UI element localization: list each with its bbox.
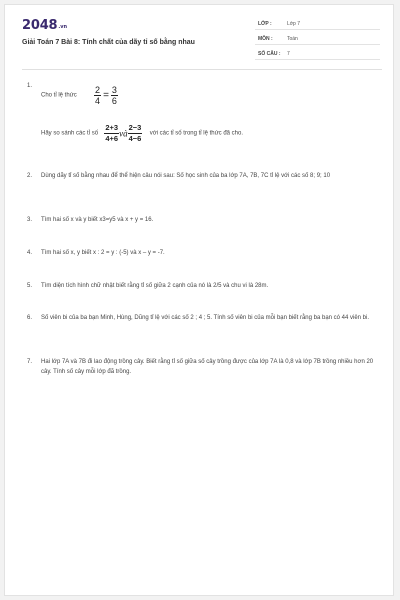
question-3: [27, 215, 383, 227]
fraction-sum: $\frac{2+3}{4+6}$: [105, 123, 119, 143]
question-3-number: 3.: [27, 217, 33, 223]
question-5-number: 5.: [27, 283, 33, 289]
meta-class: [255, 18, 380, 30]
question-6: [27, 313, 383, 335]
question-5: [27, 281, 383, 293]
question-1-compare-suffix: với các tỉ số trong tỉ lệ thức đã cho.: [149, 130, 244, 137]
question-1-compare-text: Hãy so sánh các tỉ số: [41, 130, 99, 137]
logo-main-text: 2048: [22, 18, 58, 33]
page-title: Giải Toán 7 Bài 8: Tính chất của dãy tỉ số bằng nhau: [22, 39, 195, 46]
meta-class-value: Lớp 7: [287, 21, 301, 27]
question-2-number: 2.: [27, 173, 33, 179]
question-4: [27, 248, 383, 260]
fraction-2-4: $\frac{2}{4}$: [95, 85, 101, 106]
meta-question-count: [255, 48, 380, 60]
question-2-text: Dùng dãy tỉ số bằng nhau để thể hiện câu nói sau: Số học sinh của ba lớp 7A, 7B, 7C tỉ lệ với các số 8; 9; 10: [41, 173, 331, 179]
fraction-difference: $\frac{2-3}{4-6}$: [128, 123, 142, 143]
question-7-text: Hai lớp 7A và 7B đi lao động trồng cây. Biết rằng tỉ số giữa số cây trồng được của lớp 7A là 0,8 và lớp 7B trồng nhiều hơn 20 cây. Tính số cây mỗi lớp đã trồng.: [41, 359, 374, 375]
question-1-intro: Cho tỉ lệ thức: [41, 92, 77, 99]
question-2: [27, 171, 383, 193]
equals-sign: =: [103, 89, 109, 101]
meta-subject-value: Toán: [287, 36, 298, 42]
question-4-number: 4.: [27, 250, 33, 256]
site-logo[interactable]: [22, 18, 67, 33]
question-7-number: 7.: [27, 359, 33, 365]
meta-question-count-value: 7: [287, 51, 290, 57]
question-1: [27, 81, 377, 151]
question-4-text: Tìm hai số x, y biết x : 2 = y : (-5) và x – y = -7.: [41, 250, 165, 256]
meta-subject: [255, 33, 380, 45]
question-1-line-1: [41, 85, 118, 106]
question-3-text: Tìm hai số x và y biết x3=y5 và x + y = 16.: [41, 217, 154, 223]
question-1-number: 1.: [27, 83, 33, 89]
logo-suffix-text: .vn: [58, 24, 68, 30]
meta-class-label: LỚP :: [258, 21, 272, 27]
question-1-line-2: [41, 123, 243, 144]
fraction-3-6: $\frac{3}{6}$: [111, 85, 117, 106]
question-6-number: 6.: [27, 315, 33, 321]
meta-subject-label: MÔN :: [258, 36, 273, 42]
header-divider: [22, 69, 382, 70]
worksheet-page: [4, 4, 394, 596]
question-5-text: Tìm diện tích hình chữ nhật biết rằng tỉ số giữa 2 cạnh của nó là 2/5 và chu vi là 28m.: [41, 283, 269, 289]
meta-question-count-label: SỐ CÂU :: [258, 51, 281, 57]
conjunction-va: và: [119, 128, 128, 139]
question-7: [27, 357, 383, 379]
question-6-text: Số viên bi của ba bạn Minh, Hùng, Dũng tỉ lệ với các số 2 ; 4 ; 5. Tính số viên bi của mỗi bạn biết rằng ba bạn có 44 viên bi.: [41, 315, 370, 321]
